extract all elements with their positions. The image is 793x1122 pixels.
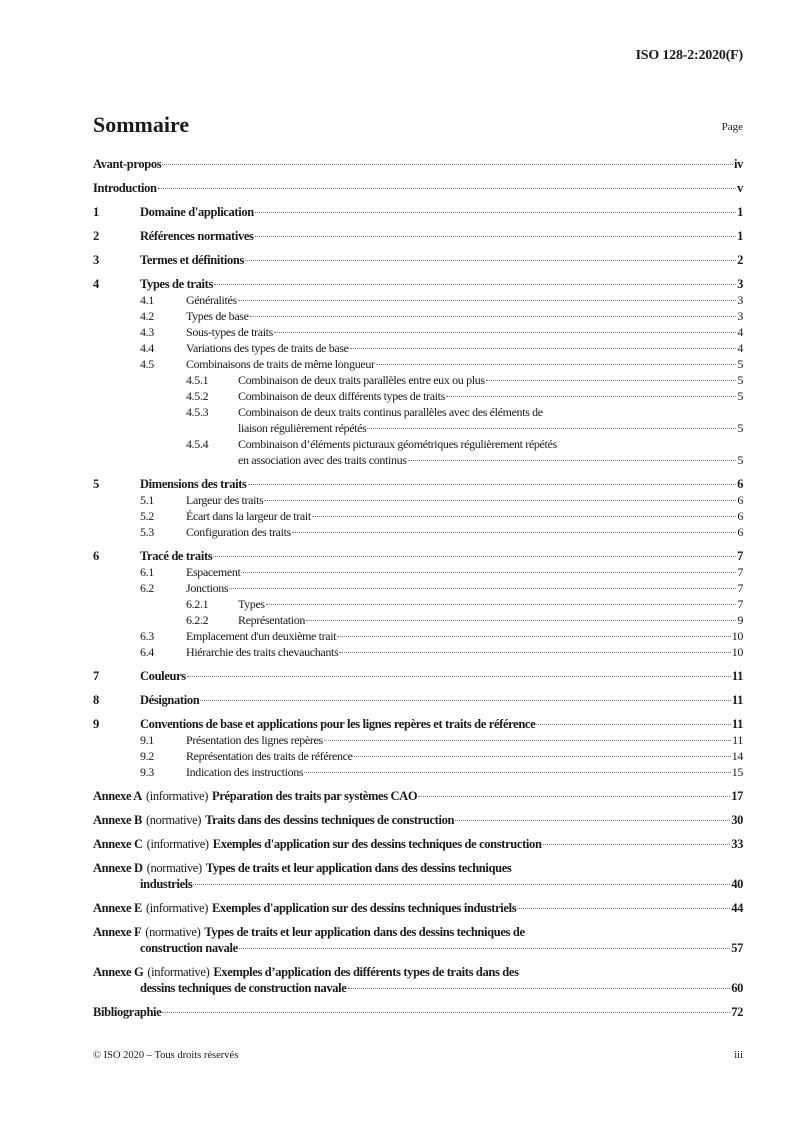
toc-entry[interactable] [93, 252, 743, 268]
dot-leader [348, 988, 731, 989]
annex-type: (normative) [145, 813, 202, 827]
toc-entry[interactable] [93, 748, 743, 764]
toc-entry-page[interactable]: 72 [731, 1005, 743, 1019]
dot-leader [536, 724, 731, 725]
toc-entry-page[interactable]: 44 [731, 901, 743, 915]
dot-leader [245, 260, 736, 261]
toc-entry-page[interactable]: 11 [731, 717, 743, 731]
toc-entry-page[interactable]: 14 [731, 749, 743, 763]
toc-entry-number: 6.3 [140, 629, 154, 643]
toc-entry[interactable] [93, 356, 743, 372]
toc-entry-title[interactable]: Avant-propos [93, 157, 162, 171]
toc-entry-page[interactable]: 4 [737, 325, 743, 339]
toc-entry[interactable] [93, 732, 743, 748]
toc-entry-title[interactable]: Configuration des traits [186, 525, 291, 539]
toc-entry-page[interactable]: 3 [737, 277, 743, 291]
annex-label: Annexe A [93, 789, 142, 803]
annex-type: (informative) [147, 965, 210, 979]
toc-entry-page[interactable]: 5 [737, 453, 743, 467]
toc-entry-page[interactable]: 4 [737, 341, 743, 355]
toc-entry-title[interactable]: Préparation des traits par systèmes CAO [212, 789, 418, 803]
toc-entry-page[interactable]: 2 [737, 253, 743, 267]
toc-entry-page[interactable]: 6 [737, 509, 743, 523]
toc-entry[interactable] [93, 612, 743, 628]
toc-entry-title[interactable]: Introduction [93, 181, 157, 195]
annex-type: (normative) [145, 925, 201, 939]
toc-entry-title[interactable]: Exemples d'application sur des dessins techniques de construction [212, 837, 542, 851]
toc-entry[interactable] [93, 924, 743, 940]
toc-entry-page[interactable]: 3 [737, 309, 743, 323]
toc-entry-page[interactable]: 5 [737, 389, 743, 403]
dot-leader [213, 556, 736, 557]
toc-entry-title[interactable]: Combinaison d’éléments picturaux géométriques régulièrement répétés [238, 437, 557, 451]
toc-entry-page[interactable]: 1 [737, 229, 743, 243]
toc-entry-page[interactable]: 7 [737, 581, 743, 595]
toc-entry-number: 6.1 [140, 565, 154, 579]
toc-entry[interactable] [93, 628, 743, 644]
toc-entry-number: 8 [93, 693, 99, 707]
toc-entry[interactable] [93, 1004, 743, 1020]
toc-entry-page[interactable]: 5 [737, 421, 743, 435]
dot-leader [304, 772, 730, 773]
dot-leader [255, 236, 737, 237]
toc-entry-title[interactable]: Écart dans la largeur de trait [186, 509, 311, 523]
toc-entry-page[interactable]: 60 [731, 981, 743, 995]
dot-leader [354, 756, 731, 757]
toc-entry-title[interactable]: Références normatives [140, 229, 254, 243]
toc-entry[interactable] [93, 388, 743, 404]
toc-entry-title[interactable]: Espacement [186, 565, 241, 579]
toc-entry-title[interactable]: Exemples d’application des différents types de traits dans des [213, 965, 519, 979]
toc-entry-page[interactable]: v [737, 181, 743, 195]
toc-entry-title-continued[interactable]: industriels [140, 877, 193, 891]
toc-entry-title[interactable]: Types de traits et leur application dans des dessins techniques [205, 861, 512, 875]
toc-entry-title[interactable]: Traits dans des dessins techniques de construction [205, 813, 455, 827]
toc-entry-title[interactable]: Représentation [238, 613, 306, 627]
toc-entry-page[interactable]: 7 [737, 565, 743, 579]
toc-entry-page[interactable]: 3 [737, 293, 743, 307]
dot-leader [367, 428, 736, 429]
toc-entry-page[interactable]: 5 [737, 357, 743, 371]
dot-leader [264, 500, 736, 501]
dot-leader [214, 284, 736, 285]
dot-leader [239, 948, 730, 949]
table-of-contents [93, 156, 743, 1020]
toc-entry-page[interactable]: 17 [731, 789, 743, 803]
toc-entry-page[interactable]: 10 [731, 629, 743, 643]
toc-entry[interactable] [93, 492, 743, 508]
toc-entry[interactable] [93, 404, 743, 420]
toc-entry-title[interactable]: Domaine d'application [140, 205, 254, 219]
dot-leader [337, 636, 730, 637]
toc-entry-number: 4.4 [140, 341, 154, 355]
toc-entry-title[interactable]: Types de base [186, 309, 249, 323]
toc-entry-number: 7 [93, 669, 99, 683]
toc-entry-title[interactable]: Termes et définitions [140, 253, 244, 267]
toc-entry-number: 4.3 [140, 325, 154, 339]
toc-entry-number: 5.3 [140, 525, 154, 539]
dot-leader [162, 1012, 730, 1013]
toc-entry-title[interactable]: Sous-types de traits [186, 325, 273, 339]
toc-entry[interactable] [93, 580, 743, 596]
toc-entry-page[interactable]: 15 [731, 765, 743, 779]
dot-leader [292, 532, 736, 533]
toc-entry-title[interactable]: Généralités [186, 293, 237, 307]
toc-entry-title[interactable]: Types de traits [140, 277, 213, 291]
dot-leader [306, 620, 736, 621]
annex-type: (informative) [146, 837, 209, 851]
toc-entry-number: 2 [93, 229, 99, 243]
toc-entry-page[interactable]: 7 [737, 597, 743, 611]
toc-entry-number: 6 [93, 549, 99, 563]
annex-label: Annexe E [93, 901, 142, 915]
toc-entry-title[interactable]: Exemples d'application sur des dessins techniques industriels [212, 901, 517, 915]
toc-entry[interactable] [93, 788, 743, 804]
annex-label: Annexe B [93, 813, 142, 827]
dot-leader [255, 212, 736, 213]
toc-entry[interactable] [93, 508, 743, 524]
toc-entry-title[interactable]: Désignation [140, 693, 200, 707]
toc-entry-continuation[interactable] [93, 420, 743, 436]
toc-entry-title[interactable]: Indication des instructions [186, 765, 304, 779]
toc-entry-title[interactable]: Types de traits et leur application dans des dessins techniques de [204, 925, 525, 939]
annex-label: Annexe G [93, 965, 144, 979]
toc-entry-number: 5 [93, 477, 99, 491]
dot-leader [408, 460, 737, 461]
toc-entry[interactable] [93, 548, 743, 564]
toc-entry[interactable] [93, 964, 743, 980]
toc-entry[interactable] [93, 524, 743, 540]
toc-entry-number: 4 [93, 277, 99, 291]
dot-leader [266, 604, 737, 605]
toc-entry-title[interactable]: Bibliographie [93, 1005, 162, 1019]
annex-label: Annexe F [93, 925, 142, 939]
toc-entry[interactable] [93, 596, 743, 612]
toc-entry-page[interactable]: 9 [737, 613, 743, 627]
annex-type: (informative) [145, 789, 209, 803]
toc-entry[interactable] [93, 436, 743, 452]
dot-leader [350, 348, 737, 349]
toc-entry-title[interactable]: Couleurs [140, 669, 186, 683]
toc-entry-page[interactable]: 5 [737, 373, 743, 387]
toc-entry-page[interactable]: 40 [731, 877, 743, 891]
toc-entry-number: 6.4 [140, 645, 154, 659]
toc-entry-page[interactable]: 1 [737, 205, 743, 219]
toc-entry-number: 6.2.2 [186, 613, 209, 627]
dot-leader [158, 188, 736, 189]
toc-entry-title-continued[interactable]: dessins techniques de construction navale [140, 981, 347, 995]
toc-entry-number: 4.2 [140, 309, 154, 323]
toc-entry[interactable] [93, 324, 743, 340]
toc-entry-page[interactable]: 7 [737, 549, 743, 563]
toc-entry-page[interactable]: 11 [732, 733, 743, 747]
toc-entry[interactable] [93, 180, 743, 196]
dot-leader [193, 884, 730, 885]
toc-entry-number: 4.5.3 [186, 405, 209, 419]
dot-leader [543, 844, 731, 845]
toc-entry-title[interactable]: Jonctions [186, 581, 229, 595]
toc-entry-number: 6.2.1 [186, 597, 209, 611]
toc-entry[interactable] [93, 716, 743, 732]
toc-entry[interactable] [93, 812, 743, 828]
toc-entry-title[interactable]: Combinaison de deux traits continus parallèles avec des éléments de [238, 405, 543, 419]
toc-entry-title[interactable]: Tracé de traits [140, 549, 213, 563]
page-column-label: Page [721, 121, 743, 133]
toc-entry-page[interactable]: 6 [737, 493, 743, 507]
toc-entry-page[interactable]: 57 [731, 941, 743, 955]
toc-entry-continuation[interactable] [93, 940, 743, 956]
annex-type: (normative) [146, 861, 202, 875]
toc-entry-page[interactable]: 33 [731, 837, 743, 851]
toc-entry[interactable] [93, 644, 743, 660]
toc-entry-title[interactable]: Emplacement d'un deuxième trait [186, 629, 337, 643]
toc-entry-number: 4.5.2 [186, 389, 209, 403]
toc-entry[interactable] [93, 372, 743, 388]
toc-entry-number: 9 [93, 717, 99, 731]
toc-entry-page[interactable]: 6 [737, 525, 743, 539]
toc-entry[interactable] [93, 204, 743, 220]
toc-entry[interactable] [93, 340, 743, 356]
toc-entry[interactable] [93, 860, 743, 876]
dot-leader [229, 588, 736, 589]
dot-leader [486, 380, 737, 381]
toc-entry-title-continued[interactable]: en association avec des traits continus [238, 453, 407, 467]
page-number: iii [734, 1050, 743, 1061]
toc-entry-title[interactable]: Combinaison de deux différents types de traits [238, 389, 445, 403]
toc-entry-page[interactable]: 10 [731, 645, 743, 659]
toc-entry-number: 5.1 [140, 493, 154, 507]
annex-label: Annexe D [93, 861, 143, 875]
dot-leader [238, 300, 737, 301]
toc-entry-number: 4.5 [140, 357, 154, 371]
dot-leader [200, 700, 731, 701]
toc-entry-title[interactable]: Conventions de base et applications pour les lignes repères et traits de référence [140, 717, 536, 731]
toc-entry-title-continued[interactable]: construction navale [140, 941, 238, 955]
toc-entry-title[interactable]: Combinaisons de traits de même longueur [186, 357, 375, 371]
dot-leader [241, 572, 736, 573]
dot-leader [324, 740, 731, 741]
dot-leader [250, 316, 737, 317]
toc-entry-page[interactable]: iv [733, 157, 743, 171]
toc-entry-title[interactable]: Combinaison de deux traits parallèles entre eux ou plus [238, 373, 485, 387]
toc-entry[interactable] [93, 476, 743, 492]
toc-entry-number: 9.3 [140, 765, 154, 779]
toc-entry[interactable] [93, 228, 743, 244]
annex-label: Annexe C [93, 837, 143, 851]
toc-entry-page[interactable]: 6 [737, 477, 743, 491]
toc-entry-number: 4.5.4 [186, 437, 209, 451]
toc-entry-title[interactable]: Représentation des traits de référence [186, 749, 353, 763]
toc-entry[interactable] [93, 276, 743, 292]
dot-leader [248, 484, 737, 485]
toc-entry-title[interactable]: Dimensions des traits [140, 477, 247, 491]
toc-entry-number: 6.2 [140, 581, 154, 595]
toc-entry-title[interactable]: Présentation des lignes repères [186, 733, 323, 747]
toc-entry-number: 9.1 [140, 733, 154, 747]
toc-entry-title[interactable]: Types [238, 597, 265, 611]
toc-entry-title[interactable]: Largeur des traits [186, 493, 264, 507]
dot-leader [162, 164, 733, 165]
copyright: © ISO 2020 – Tous droits réservés [93, 1050, 239, 1061]
toc-entry-title[interactable]: Variations des types de traits de base [186, 341, 349, 355]
toc-entry-continuation[interactable] [93, 876, 743, 892]
toc-entry[interactable] [93, 836, 743, 852]
toc-entry-page[interactable]: 30 [731, 813, 743, 827]
dot-leader [187, 676, 731, 677]
toc-entry-number: 4.5.1 [186, 373, 209, 387]
toc-entry[interactable] [93, 668, 743, 684]
toc-entry-number: 1 [93, 205, 99, 219]
toc-entry-title[interactable]: Hiérarchie des traits chevauchants [186, 645, 339, 659]
toc-entry-continuation[interactable] [93, 980, 743, 996]
dot-leader [446, 396, 736, 397]
dot-leader [339, 652, 730, 653]
toc-entry-number: 3 [93, 253, 99, 267]
dot-leader [517, 908, 730, 909]
toc-entry-title-continued[interactable]: liaison régulièrement répétés [238, 421, 367, 435]
toc-entry-continuation[interactable] [93, 452, 743, 468]
dot-leader [418, 796, 730, 797]
toc-entry-page[interactable]: 11 [731, 693, 743, 707]
dot-leader [376, 364, 737, 365]
annex-type: (informative) [145, 901, 209, 915]
page-title: Sommaire [93, 112, 190, 137]
dot-leader [274, 332, 736, 333]
toc-entry[interactable] [93, 564, 743, 580]
dot-leader [455, 820, 730, 821]
document-id: ISO 128-2:2020(F) [635, 48, 743, 63]
toc-entry-number: 9.2 [140, 749, 154, 763]
toc-entry-number: 5.2 [140, 509, 154, 523]
toc-entry[interactable] [93, 156, 743, 172]
toc-entry-page[interactable]: 11 [731, 669, 743, 683]
toc-entry[interactable] [93, 900, 743, 916]
toc-entry-number: 4.1 [140, 293, 154, 307]
dot-leader [312, 516, 736, 517]
toc-entry[interactable] [93, 308, 743, 324]
toc-entry[interactable] [93, 692, 743, 708]
toc-entry[interactable] [93, 292, 743, 308]
toc-entry[interactable] [93, 764, 743, 780]
